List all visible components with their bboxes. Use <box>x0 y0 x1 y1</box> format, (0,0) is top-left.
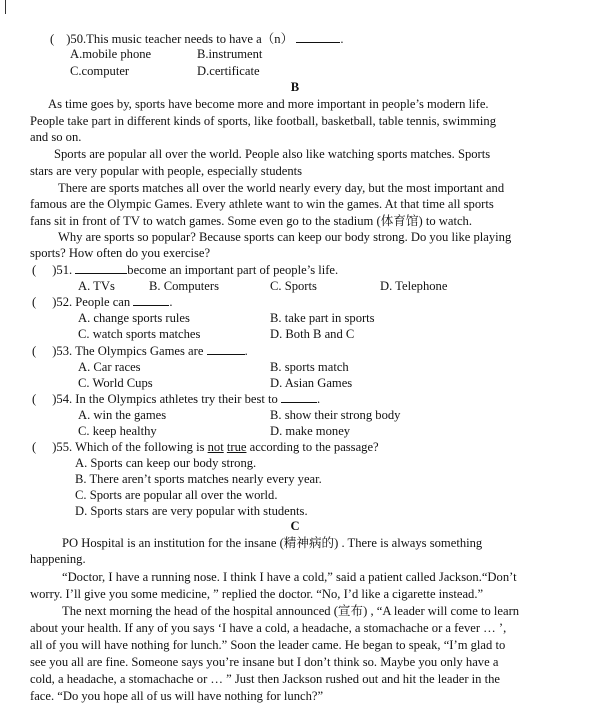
q51-option-c[interactable]: C. Sports <box>270 279 317 293</box>
passage-c-line: PO Hospital is an institution for the insane (精神病的) . There is always something <box>62 536 483 550</box>
passage-b-line: fans sit in front of TV to watch games. Some even go to the stadium (体育馆) to watch. <box>30 214 472 228</box>
underlined-true: true <box>226 440 247 454</box>
passage-c-line: The next morning the head of the hospital announced (宣布) , “A leader will come to learn <box>62 604 520 618</box>
answer-blank[interactable] <box>296 31 340 43</box>
q54-option-a[interactable]: A. win the games <box>78 408 167 422</box>
passage-b-line: People take part in different kinds of sports, like football, basketball, table tennis, swimming <box>30 114 496 128</box>
q51-stem: ( )51. become an important part of people’s life. <box>32 263 339 277</box>
passage-c-line: happening. <box>30 552 86 566</box>
passage-c-line: cold, a headache, a stomachache or … ” Just then Jackson rushed out and hit the leader in the <box>30 672 501 686</box>
q50-option-a[interactable]: A.mobile phone <box>70 47 152 61</box>
q53-option-b[interactable]: B. sports match <box>270 360 349 374</box>
passage-c-line: worry. I’ll give you some medicine, ” replied the doctor. “No, I’d like a cigarette instead.” <box>30 587 484 601</box>
q55-option-b[interactable]: B. There aren’t sports matches nearly every year. <box>75 472 322 486</box>
section-c-heading: C <box>290 519 300 533</box>
underlined-not: not <box>207 440 224 454</box>
q53-option-a[interactable]: A. Car races <box>78 360 141 374</box>
passage-c-line: face. “Do you hope all of us will have nothing for lunch?” <box>30 689 324 703</box>
passage-c-line: see you all are fine. Someone says you’re insane but I don’t think so. Maybe you only have a <box>30 655 499 669</box>
answer-paren: ( <box>50 32 55 46</box>
passage-c-line: all of you will have nothing for lunch.” Soon the leader came. He began to speak, “I’m glad to <box>30 638 506 652</box>
answer-blank[interactable] <box>133 294 169 306</box>
q51-option-b[interactable]: B. Computers <box>149 279 219 293</box>
q52-stem: ( )52. People can . <box>32 295 173 309</box>
passage-b-line: stars are very popular with people, especially students <box>30 164 303 178</box>
q52-option-b[interactable]: B. take part in sports <box>270 311 375 325</box>
passage-c-line: “Doctor, I have a running nose. I think I have a cold,” said a patient called Jackson.“Don’t <box>62 570 517 584</box>
passage-b-line: and so on. <box>30 130 82 144</box>
q50-option-c[interactable]: C.computer <box>70 64 130 78</box>
answer-blank[interactable] <box>281 391 317 403</box>
passage-b-line: Why are sports so popular? Because sports can keep our body strong. Do you like playing <box>58 230 512 244</box>
passage-b-line: sports? How often do you exercise? <box>30 246 211 260</box>
q53-option-c[interactable]: C. World Cups <box>78 376 153 390</box>
q54-stem: ( )54. In the Olympics athletes try their best to . <box>32 392 321 406</box>
q53-option-d[interactable]: D. Asian Games <box>270 376 353 390</box>
passage-b-line: As time goes by, sports have become more and more important in people’s modern life. <box>48 97 489 111</box>
q54-option-c[interactable]: C. keep healthy <box>78 424 157 438</box>
q55-option-d[interactable]: D. Sports stars are very popular with students. <box>75 504 308 518</box>
passage-b-line: famous are the Olympic Games. Every athlete want to win the games. At that time all sports <box>30 197 494 211</box>
q50-option-d[interactable]: D.certificate <box>197 64 260 78</box>
q54-option-d[interactable]: D. make money <box>270 424 351 438</box>
q54-option-b[interactable]: B. show their strong body <box>270 408 401 422</box>
answer-blank[interactable] <box>75 262 127 274</box>
q55-stem: ( )55. Which of the following is not true according to the passage? <box>32 440 379 454</box>
passage-b-line: Sports are popular all over the world. People also like watching sports matches. Sports <box>54 147 491 161</box>
answer-blank[interactable] <box>207 343 245 355</box>
passage-b-line: There are sports matches all over the world nearly every day, but the most important and <box>58 181 505 195</box>
passage-c-line: about your health. If any of you says ‘I have a cold, a headache, a stomachache or a fever … ’, <box>30 621 507 635</box>
q53-stem: ( )53. The Olympics Games are . <box>32 344 248 358</box>
q52-option-c[interactable]: C. watch sports matches <box>78 327 201 341</box>
q50-option-b[interactable]: B.instrument <box>197 47 263 61</box>
q50-stem: ( )50.This music teacher needs to have a（n） . <box>50 32 344 46</box>
q52-option-d[interactable]: D. Both B and C <box>270 327 355 341</box>
q55-option-a[interactable]: A. Sports can keep our body strong. <box>75 456 257 470</box>
margin-bar <box>5 0 6 14</box>
q51-option-d[interactable]: D. Telephone <box>380 279 448 293</box>
q52-option-a[interactable]: A. change sports rules <box>78 311 190 325</box>
q51-option-a[interactable]: A. TVs <box>78 279 115 293</box>
q55-option-c[interactable]: C. Sports are popular all over the world. <box>75 488 278 502</box>
section-b-heading: B <box>290 80 300 94</box>
q50-text: )50.This music teacher needs to have a（n） <box>66 32 294 46</box>
